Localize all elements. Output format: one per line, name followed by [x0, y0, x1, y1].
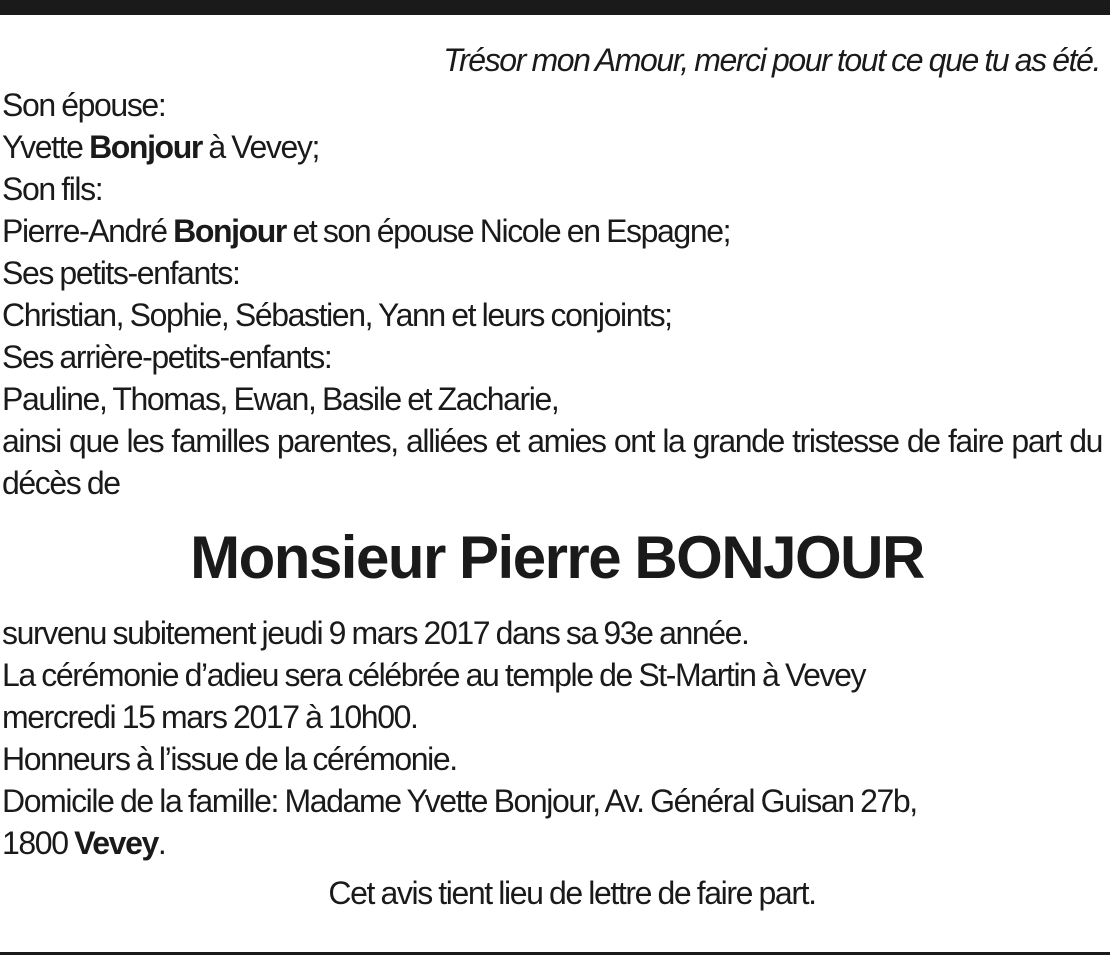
city-punctuation: . — [157, 825, 166, 861]
ceremony-place-line: La cérémonie d’adieu sera célébrée au temple de St-Martin à Vevey — [2, 657, 866, 693]
top-border-rule — [0, 0, 1110, 15]
grandchildren-block — [2, 252, 1102, 336]
death-date-line: survenu subitement jeudi 9 mars 2017 dans sa 93e année. — [2, 615, 749, 651]
son-line — [2, 210, 1102, 252]
obituary-notice — [2, 36, 1102, 914]
domicile-line: Domicile de la famille: Madame Yvette Bonjour, Av. Général Guisan 27b, — [2, 783, 917, 819]
great-grandchildren-names: Pauline, Thomas, Ewan, Basile et Zacharie, — [2, 381, 559, 417]
spouse-last-name: Bonjour — [89, 129, 202, 165]
spouse-block — [2, 84, 1102, 168]
son-label: Son fils: — [2, 171, 103, 207]
honours-line: Honneurs à l’issue de la cérémonie. — [2, 741, 457, 777]
postcode-city-line — [2, 822, 1102, 864]
son-last-name: Bonjour — [173, 213, 286, 249]
spouse-line — [2, 126, 1102, 168]
grandchildren-names: Christian, Sophie, Sébastien, Yann et leurs conjoints; — [2, 297, 672, 333]
bottom-border-rule — [0, 952, 1110, 955]
great-grandchildren-label: Ses arrière-petits-enfants: — [2, 339, 332, 375]
ceremony-date-line: mercredi 15 mars 2017 à 10h00. — [2, 699, 418, 735]
postcode: 1800 — [2, 825, 68, 861]
deceased-name: Monsieur Pierre BONJOUR — [190, 524, 924, 591]
spouse-place: à Vevey; — [208, 129, 319, 165]
spouse-first-name: Yvette — [2, 129, 83, 165]
son-first-name: Pierre-André — [2, 213, 167, 249]
details-block — [2, 612, 1102, 864]
son-details: et son épouse Nicole en Espagne; — [292, 213, 731, 249]
son-block — [2, 168, 1102, 252]
spouse-label: Son épouse: — [2, 87, 166, 123]
grandchildren-label: Ses petits-enfants: — [2, 255, 240, 291]
announcement-text: ainsi que les familles parentes, alliées et amies ont la grande tristesse de faire part du décès de — [2, 423, 1102, 501]
motto-line: Trésor mon Amour, merci pour tout ce que tu as été. — [443, 42, 1100, 78]
closing-line: Cet avis tient lieu de lettre de faire part. — [328, 875, 816, 911]
city: Vevey — [74, 825, 158, 861]
great-grandchildren-block — [2, 336, 1102, 420]
